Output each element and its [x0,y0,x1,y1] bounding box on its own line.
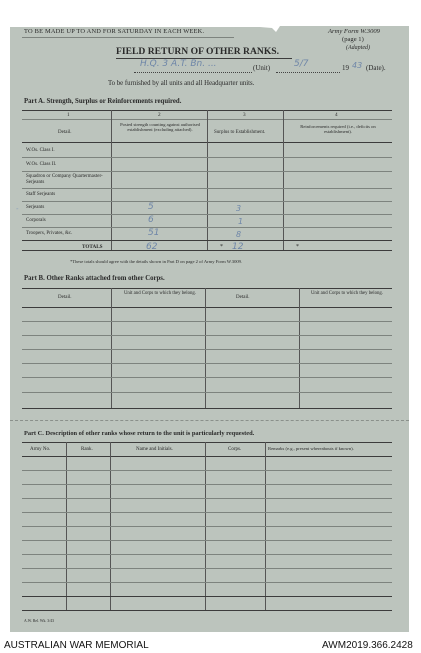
serjeants-posted-handwritten: 5 [148,202,154,212]
part-c-col-army-no: Army No. [30,447,51,452]
part-c-col-rank: Rank. [81,447,93,452]
troopers-posted-handwritten: 51 [148,228,160,238]
part-a-footnote: *These totals should agree with the details shown in Part D on page 2 of Army Form W.3009. [70,259,243,264]
row-wo-class-2: W.Os. Class II. [26,162,57,167]
troopers-surplus-handwritten: 8 [236,230,242,239]
totals-surplus-handwritten: 12 [232,242,244,252]
totals-posted-handwritten: 62 [146,242,158,252]
col-header-reinforcements: Reinforcements required (i.e., deficits on establishment). [300,124,376,134]
furnished-note: To be furnished by all units and all Headquarter units. [108,80,255,87]
row-staff-serjeants: Staff Serjeants [26,192,56,197]
row-wo-class-1: W.Os. Class I. [26,148,55,153]
form-page-number: (page 1) [342,36,364,43]
form-adapted: (Adapted) [346,45,370,51]
col-number-3: 3 [243,112,246,118]
print-imprint: A.W. Rel. Wk. 3/43 [24,619,55,623]
part-c-col-remarks: Remarks (e.g., present whereabouts if known). [268,446,354,451]
part-a-heading: Part A. Strength, Surplus or Reinforcements required. [24,98,182,105]
col-header-surplus: Surplus to Establishment. [214,130,266,135]
col-number-1: 1 [67,112,70,118]
corporals-posted-handwritten: 6 [148,215,154,225]
form-title: FIELD RETURN OF OTHER RANKS. [116,46,280,57]
part-b-col-detail-1: Detail. [58,295,72,300]
row-troopers: Troopers, Privates, &c. [26,231,73,236]
caption-institution: AUSTRALIAN WAR MEMORIAL [4,640,149,651]
unit-handwritten: H.Q. 3 A.T. Bn. ... [140,59,217,69]
date-label: (Date). [366,64,386,72]
row-quartermaster-serjeants: Squadron or Company Quartermaster-Serjeants [26,174,103,185]
part-b-col-unit-1: Unit and Corps to which they belong. [123,291,197,296]
year-handwritten: 43 [352,61,363,70]
col-number-2: 2 [158,112,161,118]
top-notice: TO BE MADE UP TO AND FOR SATURDAY IN EACH WEEK. [24,28,205,35]
date-handwritten: 5/7 [294,59,309,69]
form-page [10,26,409,632]
part-b-heading: Part B. Other Ranks attached from other Corps. [24,275,165,282]
col-number-4: 4 [335,112,338,118]
year-prefix: 19 [342,64,349,72]
part-b-col-detail-2: Detail. [236,295,250,300]
col-header-detail: Detail. [58,130,72,135]
col-header-posted: Posted strength counting against authorised establishment (excluding attached). [120,122,200,132]
row-serjeants: Serjeants [26,205,45,210]
part-b-col-unit-2: Unit and Corps to which they belong. [310,291,384,296]
margin-mark: - [16,205,19,213]
form-number: Army Form W.3009 [328,28,380,35]
part-c-col-corps: Corps. [228,447,242,452]
row-corporals: Corporals [26,218,46,223]
totals-label: TOTALS [82,244,103,250]
serjeants-surplus-handwritten: 3 [236,204,242,213]
part-c-heading: Part C. Description of other ranks whose return to the unit is particularly requested. [24,430,255,437]
part-c-col-name: Name and Initials. [136,447,173,452]
caption-accession-number: AWM2019.366.2428 [322,640,413,651]
totals-asterisk-surplus: * [220,244,223,250]
totals-asterisk-reinforcements: * [296,244,299,250]
corporals-surplus-handwritten: 1 [238,217,244,226]
unit-label: (Unit) [253,64,271,72]
